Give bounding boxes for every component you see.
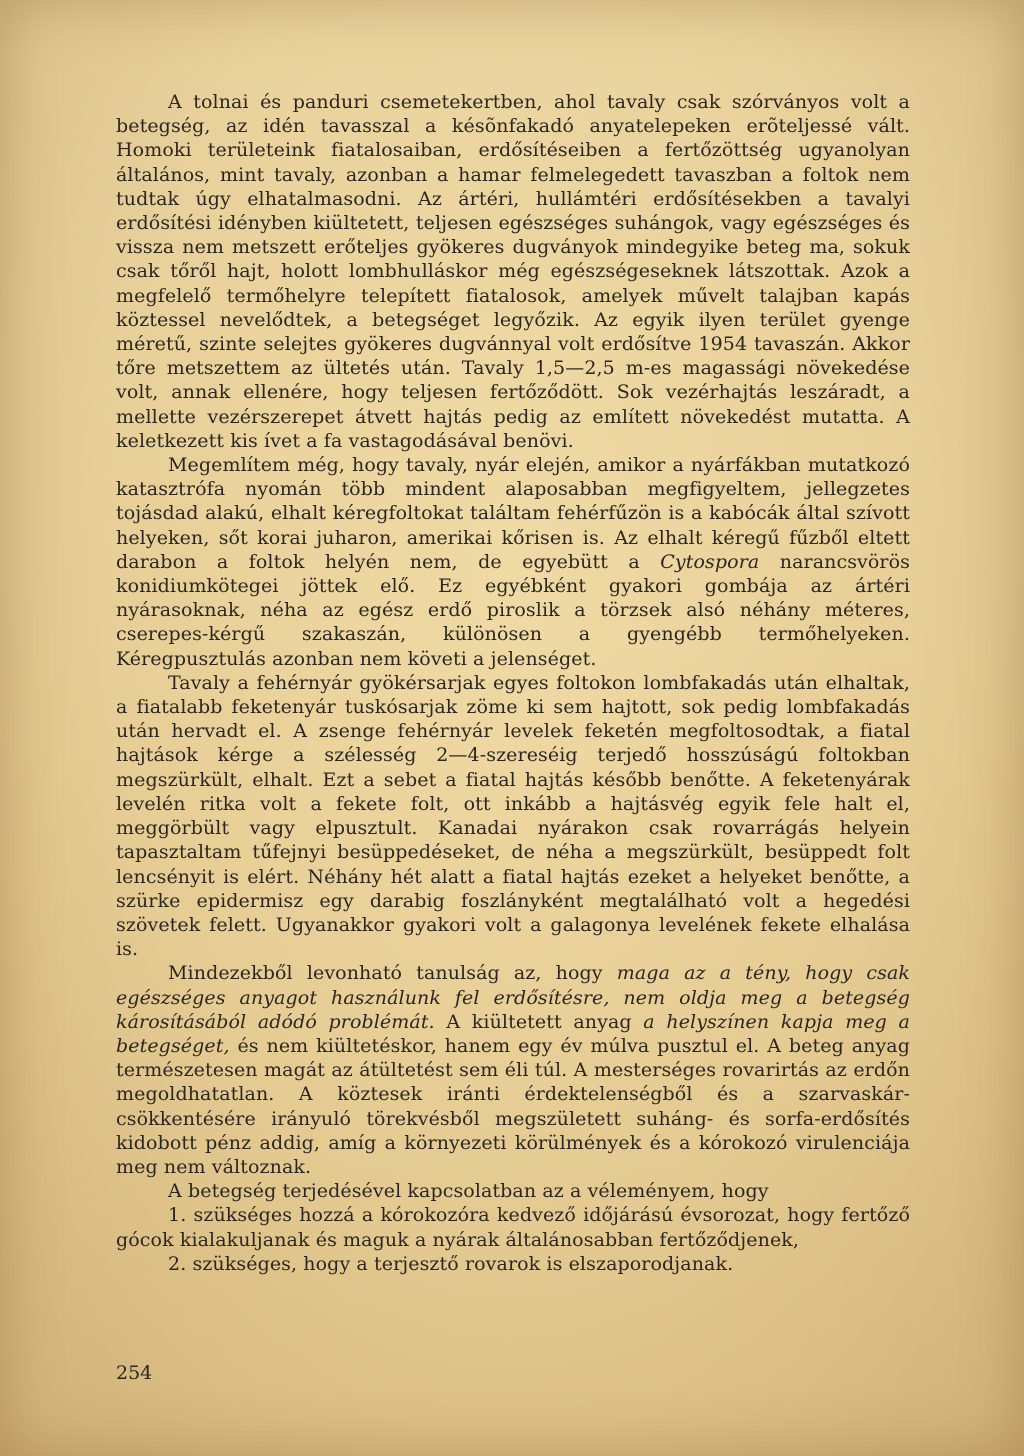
text-run: narancsvörös konidiumkötegei jöttek elő. Ez egyébként gyakori gombája az ártéri nyárasoknak, néha az egész erdő piroslik a törzsek alsó néhány méteres, cserepes-kérgű szakaszán, különösen a gyengébb termőhelyeken. Kéregpusztulás azonban nem követi a jelenséget.	[116, 550, 910, 670]
paragraph	[116, 671, 910, 961]
text-run: A betegség terjedésével kapcsolatban az a véleményem, hogy	[168, 1180, 769, 1203]
text-run: 2. szükséges, hogy a terjesztő rovarok is elszaporodjanak.	[168, 1252, 734, 1275]
body-text	[116, 90, 910, 1276]
paragraph	[116, 1252, 910, 1276]
text-run: Mindezekből levonható tanulság az, hogy	[168, 962, 617, 985]
paragraph	[116, 1203, 910, 1251]
text-run: és nem kiültetéskor, hanem egy év múlva pusztul el. A beteg anyag természetesen magát az átültetést sem éli túl. A mesterséges rovarirtás az erdőn megoldhatatlan. A köztesek iránti érdektelenségből és a szarvaskár- csökkentésére irányuló törekvésből megszületett suháng- és sorfa-erdősítés kidobott pénz addig, amíg a környezeti körülmények és a kórokozó virulenciája meg nem változnak.	[116, 1034, 910, 1178]
italic-text: Cytospora	[660, 550, 760, 573]
paragraph	[116, 961, 910, 1179]
italic-text: maga az a tény, hogy csak egészséges anyagot használunk fel erdősítésre, nem oldja meg a betegség károsításából adódó problémát.	[116, 962, 910, 1033]
paragraph	[116, 90, 910, 453]
paragraph	[116, 1179, 910, 1203]
italic-text: a helyszínen kapja meg a betegséget,	[116, 1010, 910, 1057]
page-number: 254	[116, 1362, 153, 1384]
paragraph	[116, 453, 910, 671]
text-run: Tavaly a fehérnyár gyökérsarjak egyes foltokon lombfakadás után elhaltak, a fiatalabb feketenyár tuskósarjak zöme ki sem hajtott, sok pedig lombfakadás után hervadt el. A zsenge fehérnyár levelek feketén megfoltosodtak, a fiatal hajtások kérge a szélesség 2—4-szereséig terjedő hosszúságú foltokban megszürkült, elhalt. Ezt a sebet a fiatal hajtás később benőtte. A feketenyárak levelén ritka volt a fekete folt, ott inkább a hajtásvég egyik fele halt el, meggörbült vagy elpusztult. Kanadai nyárakon csak rovarrágás helyein tapasztaltam tűfejnyi besüppedéseket, de néha a megszürkült, besüppedt folt lencsényit is elért. Néhány hét alatt a fiatal hajtás ezeket a helyeket benőtte, a szürke epidermisz egy darabig foszlányként megtalálható volt a hegedési szövetek felett. Ugyanakkor gyakori volt a galagonya levelének fekete elhalása is.	[116, 671, 910, 961]
text-run: Megemlítem még, hogy tavaly, nyár elején, amikor a nyárfákban mutatkozó katasztrófa nyomán több mindent alaposabban megfigyeltem, jellegzetes tojásdad alakú, elhalt kéregfoltokat találtam fehérfűzön is a kabócák által szívott helyeken, sőt korai juharon, amerikai kőrisen is. Az elhalt kéregű fűzből eltett darabon a foltok helyén nem, de egyebütt a	[116, 454, 910, 573]
text-run: A tolnai és panduri csemetekertben, ahol tavaly csak szórványos volt a betegség, az idén tavasszal a késõnfakadó anyatelepeken erõteljessé vált. Homoki területeink fiatalosaiban, erdősítéseiben a fertőzöttség ugyanolyan általános, mint tavaly, azonban a hamar felmelegedett tavaszban a foltok nem tudtak úgy elhatalmasodni. Az ártéri, hullámtéri erdősítésekben a tavalyi erdősítési idényben kiültetett, teljesen egészséges suhángok, vagy egészséges és vissza nem metszett erőteljes gyökeres dugványok mindegyike beteg ma, sokuk csak tőről hajt, holott lombhulláskor még egészségeseknek látszottak. Azok a megfelelő termőhelyre telepített fiatalosok, amelyek művelt talajban kapás köztessel nevelődtek, a betegséget legyőzik. Az egyik ilyen terület gyenge méretű, szinte selejtes gyökeres dugvánnyal volt erdősítve 1954 tavaszán. Akkor tőre metszettem az ültetés után. Tavaly 1,5—2,5 m-es magassági növekedése volt, annak ellenére, hogy teljesen fertőződött. Sok vezérhajtás leszáradt, a mellette vezérszerepet átvett hajtás pedig az említett növekedést mutatta. A keletkezett kis ívet a fa vastagodásával benövi.	[116, 91, 910, 452]
text-run: 1. szükséges hozzá a kórokozóra kedvező időjárású évsorozat, hogy fertőző gócok kialakuljanak és maguk a nyárak általánosabban fertőződjenek,	[116, 1204, 910, 1251]
text-run: A kiültetett anyag	[434, 1010, 644, 1033]
